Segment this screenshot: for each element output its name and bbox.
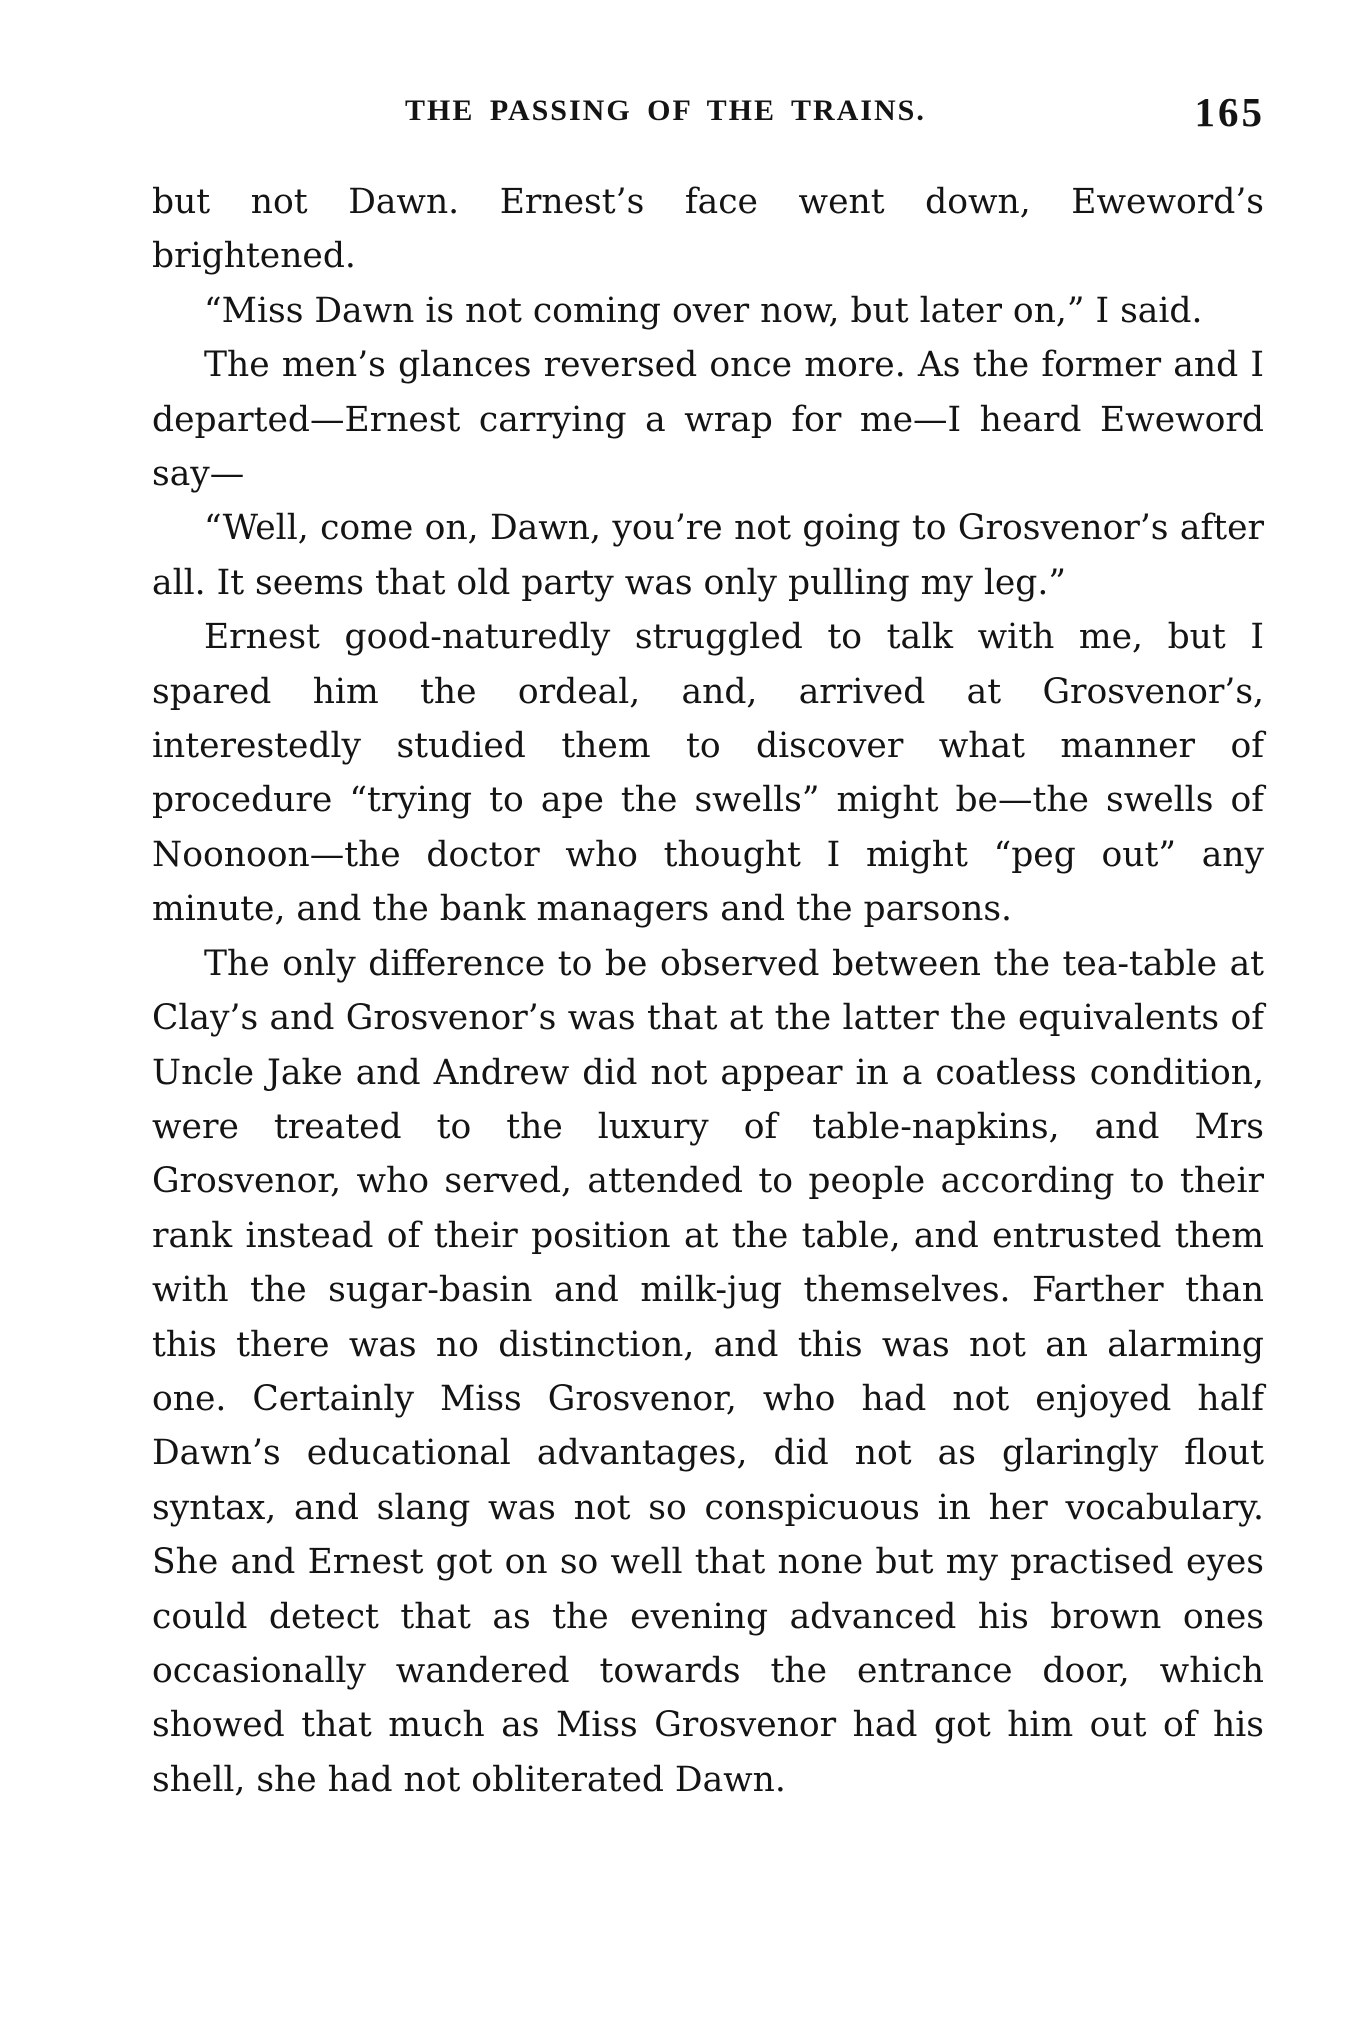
page-number: 165	[1194, 89, 1265, 135]
running-title: THE PASSING OF THE TRAINS.	[405, 94, 926, 127]
running-header	[160, 88, 1265, 148]
paragraph: “Miss Dawn is not coming over now, but later on,” I said.	[204, 290, 1203, 331]
paragraph: “Well, come on, Dawn, you’re not going to Grosvenor’s after all. It seems that old party was only pulling my leg.”	[152, 508, 1264, 603]
text-body	[152, 175, 1264, 1807]
paragraph: The only difference to be observed between the tea-table at Clay’s and Grosvenor’s was that at the latter the equivalents of Uncle Jake and Andrew did not appear in a coatless condition, were treated to the luxury of table-napkins, and Mrs Grosvenor, who served, attended to people according to their rank instead of their position at the table, and entrusted them with the sugar-basin and milk-jug themselves. Farther than this there was no distinction, and this was not an alarming one. Certainly Miss Grosvenor, who had not enjoyed half Dawn’s educational advantages, did not as glaringly flout syntax, and slang was not so conspicuous in her vocabulary. She and Ernest got on so well that none but my practised eyes could detect that as the evening advanced his brown ones occasionally wandered towards the entrance door, which showed that much as Miss Grosvenor had got him out of his shell, she had not obliterated Dawn.	[152, 943, 1264, 1800]
paragraph: Ernest good-naturedly struggled to talk with me, but I spared him the ordeal, and, arrived at Grosvenor’s, interestedly studied them to discover what manner of procedure “trying to ape the swells” might be—the swells of Noonoon—the doctor who thought I might “peg out” any minute, and the bank managers and the parsons.	[152, 617, 1264, 930]
paragraph: The men’s glances reversed once more. As the former and I departed—Ernest carrying a wrap for me—I heard Eweword say—	[152, 345, 1264, 495]
paragraph: but not Dawn. Ernest’s face went down, Eweword’s brightened.	[152, 182, 1264, 277]
